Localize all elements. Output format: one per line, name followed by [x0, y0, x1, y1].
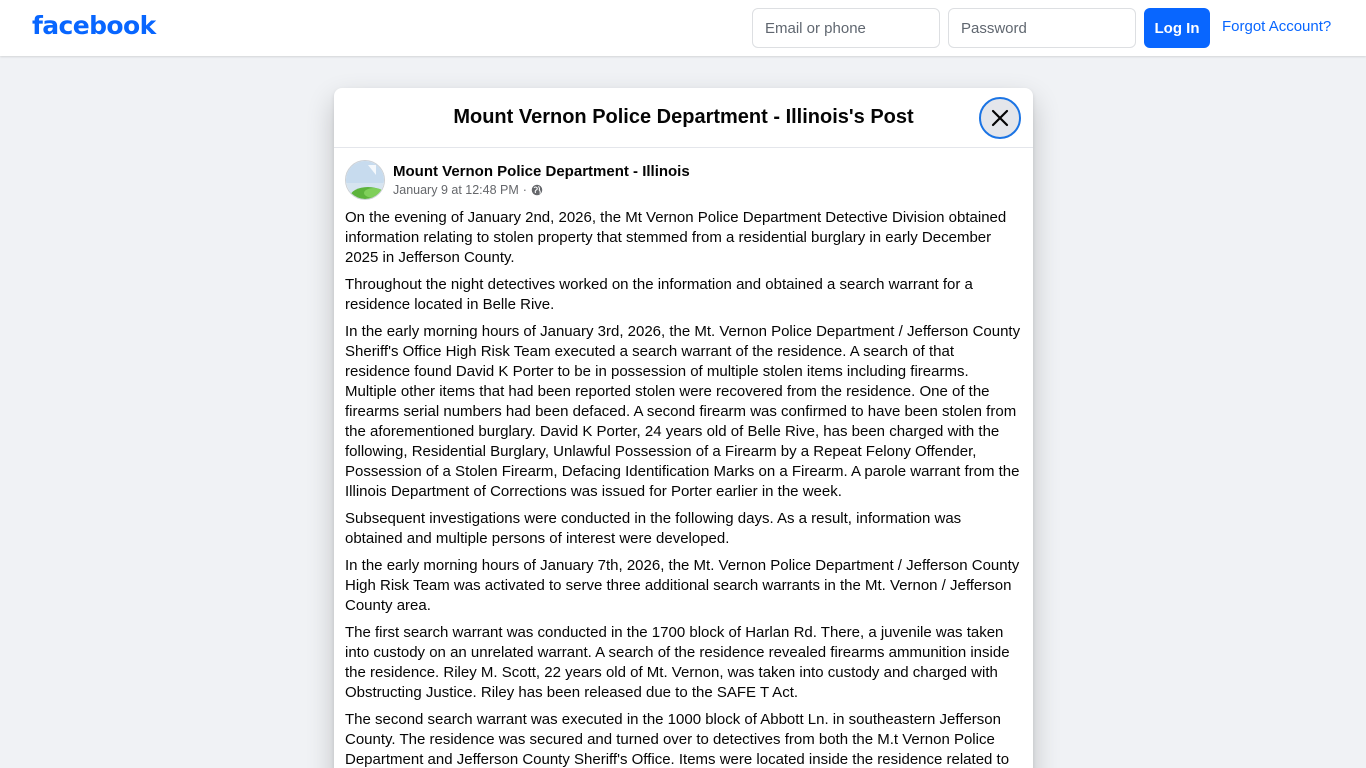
post-paragraph: The second search warrant was executed in the 1000 block of Abbott Ln. in southeastern Jefferson County. The residence was secured and turned over to detectives from both the M.t Vernon Police Department and Jefferson County Sheriff's Office. Items were located inside the residence related to	[345, 711, 1010, 768]
post-timestamp[interactable]: January 9 at 12:48 PM	[393, 183, 519, 197]
post-author-block	[393, 162, 690, 198]
close-button[interactable]	[979, 97, 1021, 139]
post-paragraph: In the early morning hours of January 3rd, 2026, the Mt. Vernon Police Department / Jefferson County Sheriff's Office High Risk Team executed a search warrant of the residence. A search of that residence found David K Porter to be in possession of multiple stolen items including firearms. Multiple other items that had been reported stolen were recovered from the residence. One of the firearms serial numbers had been defaced. A second firearm was confirmed to have been stolen from the aforementioned burglary. David K Porter, 24 years old of Belle Rive, has been charged with the following, Residential Burglary, Unlawful Possession of a Firearm by a Repeat Felony Offender, Possession of a Stolen Firearm, Defacing Identification Marks on a Firearm. A parole warrant from the Illinois Department of Corrections was issued for Porter earlier in the week.	[345, 323, 1021, 500]
facebook-logo[interactable]: facebook	[32, 11, 156, 40]
post-modal	[334, 88, 1033, 768]
login-button[interactable]: Log In	[1144, 8, 1210, 48]
globe-icon	[531, 184, 543, 196]
post-paragraph: Subsequent investigations were conducted in the following days. As a result, information was obtained and multiple persons of interest were developed.	[345, 510, 962, 547]
post-body	[334, 200, 1033, 768]
email-input[interactable]	[752, 8, 940, 48]
author-name[interactable]: Mount Vernon Police Department - Illinois	[393, 163, 690, 180]
post-paragraph: Throughout the night detectives worked on the information and obtained a search warrant for a residence located in Belle Rive.	[345, 276, 973, 313]
page-avatar[interactable]	[345, 160, 385, 200]
post-meta	[393, 182, 690, 198]
meta-separator: ·	[522, 183, 527, 197]
close-icon	[990, 108, 1010, 128]
post-paragraph: On the evening of January 2nd, 2026, the Mt Vernon Police Department Detective Division obtained information relating to stolen property that stemmed from a residential burglary in early December 2025 in Jefferson County.	[345, 209, 1007, 266]
page-avatar-image	[346, 161, 385, 200]
post-paragraph: The first search warrant was conducted in the 1700 block of Harlan Rd. There, a juvenile was taken into custody on an unrelated warrant. A search of the residence revealed firearms ammunition inside the residence. Riley M. Scott, 22 years old of Mt. Vernon, was taken into custody and charged with Obstructing Justice. Riley has been released due to the SAFE T Act.	[345, 624, 1010, 701]
top-navigation-bar	[0, 0, 1366, 56]
modal-title: Mount Vernon Police Department - Illinois's Post	[453, 106, 914, 128]
modal-header	[334, 88, 1033, 148]
forgot-account-link[interactable]: Forgot Account?	[1222, 18, 1332, 35]
post-paragraph: In the early morning hours of January 7th, 2026, the Mt. Vernon Police Department / Jefferson County High Risk Team was activated to serve three additional search warrants in the Mt. Vernon / Jefferson County area.	[345, 557, 1020, 614]
post-header	[334, 148, 1033, 200]
password-input[interactable]	[948, 8, 1136, 48]
